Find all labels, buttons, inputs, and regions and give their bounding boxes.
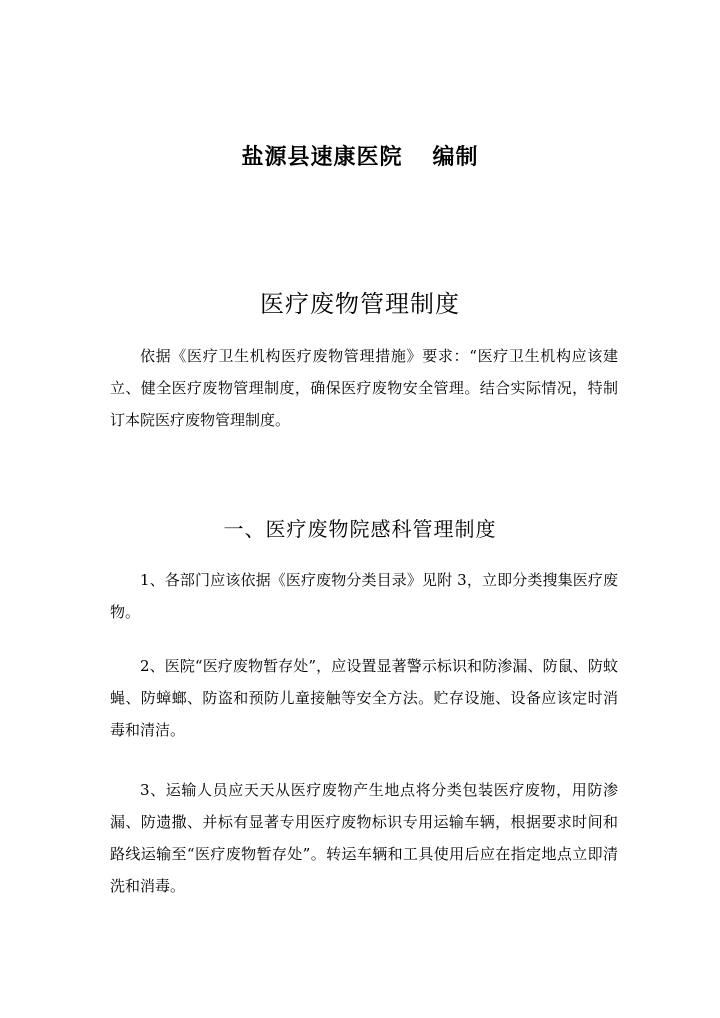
author-role: 编制 (432, 144, 479, 170)
list-item: 2、医院“医疗废物暂存处”，应设置显著警示标识和防渗漏、防鼠、防蚊蝇、防蟑螂、防盗和预防儿童接触等安全方法。贮存设施、设备应该定时消毒和清洁。 (110, 657, 618, 739)
document-title: 医疗废物管理制度 (260, 290, 460, 318)
intro-paragraph: 依据《医疗卫生机构医疗废物管理措施》要求：“医疗卫生机构应该建立、健全医疗废物管理制度，确保医疗废物安全管理。结合实际情况，特制订本院医疗废物管理制度。 (110, 347, 618, 429)
section-heading: 一、医疗废物院感科管理制度 (223, 517, 497, 541)
list-item: 1、各部门应该依据《医疗废物分类目录》见附 3，立即分类搜集医疗废物。 (110, 571, 618, 621)
list-item: 3、运输人员应天天从医疗废物产生地点将分类包装医疗废物，用防渗漏、防遗撒、并标有显著专用医疗废物标识专用运输车辆，根据要求时间和路线运输至“医疗废物暂存处”。转运车辆和工具使用后应在指定地点立即清洗和消毒。 (110, 781, 618, 895)
organization-name: 盐源县速康医院 (241, 144, 403, 170)
author-line (0, 140, 720, 174)
